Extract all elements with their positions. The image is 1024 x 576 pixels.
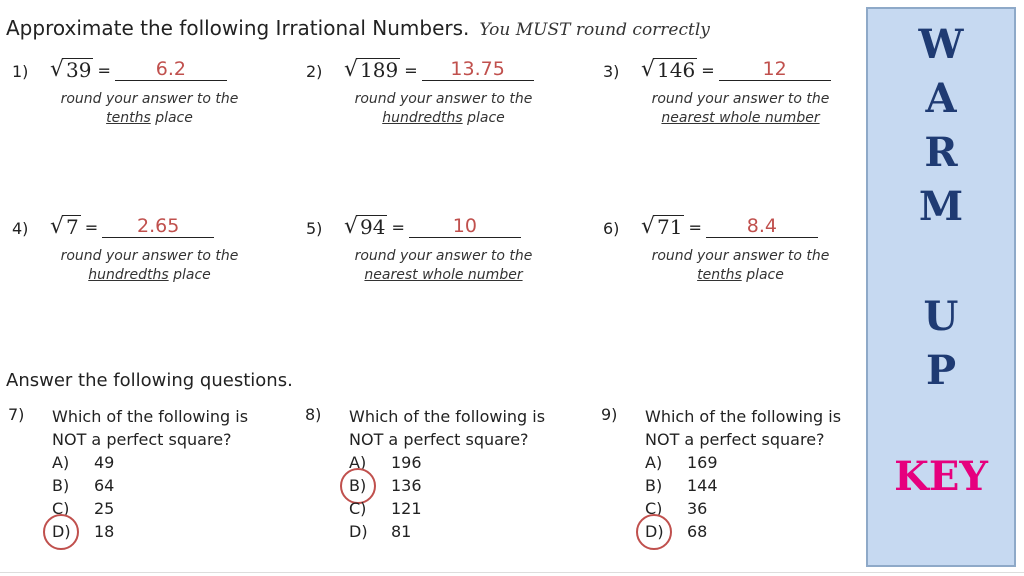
worksheet-title bbox=[6, 16, 710, 40]
option-letter: D) bbox=[349, 522, 368, 541]
problem-3 bbox=[603, 56, 893, 136]
radical-sign: √ bbox=[344, 57, 359, 82]
option-a bbox=[52, 451, 114, 474]
option-d bbox=[349, 520, 422, 543]
instruction-suffix: place bbox=[462, 110, 505, 126]
option-value: 121 bbox=[391, 499, 422, 518]
answer-circle bbox=[43, 514, 79, 550]
instruction-suffix: place bbox=[741, 267, 784, 283]
options bbox=[52, 451, 114, 543]
sidebar-letter-p: P bbox=[925, 347, 957, 394]
instruction bbox=[623, 90, 858, 128]
problem-6 bbox=[603, 213, 893, 293]
bottom-divider bbox=[0, 572, 1024, 573]
option-letter: A) bbox=[645, 453, 663, 472]
option-d bbox=[645, 520, 718, 543]
option-letter: C) bbox=[645, 499, 663, 518]
question-line-1: Which of the following is bbox=[349, 407, 546, 426]
instruction-suffix: place bbox=[168, 267, 211, 283]
option-value: 49 bbox=[94, 453, 115, 472]
instruction-place: hundredths bbox=[382, 110, 463, 126]
question-line-2: NOT a perfect square? bbox=[52, 430, 232, 449]
instruction-line: round your answer to the bbox=[651, 248, 830, 264]
title-text: Approximate the following Irrational Numbers. bbox=[6, 16, 470, 40]
answer: 12 bbox=[719, 58, 831, 81]
sidebar-letter-u: U bbox=[923, 293, 959, 340]
problem-number: 5) bbox=[306, 219, 323, 238]
warm-up-sidebar bbox=[866, 7, 1016, 567]
sidebar-letter-r: R bbox=[924, 129, 958, 176]
instruction-line: round your answer to the bbox=[354, 91, 533, 107]
option-letter: D) bbox=[645, 522, 664, 541]
instruction-place: nearest whole number bbox=[364, 267, 523, 283]
question-text bbox=[645, 405, 841, 451]
instruction-place: tenths bbox=[106, 110, 151, 126]
option-letter: B) bbox=[645, 476, 663, 495]
radical-sign: √ bbox=[641, 57, 656, 82]
expression bbox=[344, 56, 534, 84]
option-value: 144 bbox=[687, 476, 718, 495]
instruction-line: round your answer to the bbox=[651, 91, 830, 107]
expression bbox=[641, 56, 831, 84]
option-letter: A) bbox=[52, 453, 70, 472]
expression bbox=[641, 213, 818, 241]
problem-1 bbox=[12, 56, 302, 136]
option-letter: B) bbox=[52, 476, 70, 495]
problem-2 bbox=[306, 56, 596, 136]
option-a bbox=[645, 451, 718, 474]
answer: 10 bbox=[409, 215, 521, 238]
option-value: 81 bbox=[391, 522, 412, 541]
option-b bbox=[52, 474, 114, 497]
instruction-suffix: place bbox=[150, 110, 193, 126]
expression bbox=[50, 213, 214, 241]
radicand: 94 bbox=[360, 215, 386, 239]
instruction-line: round your answer to the bbox=[354, 248, 533, 264]
instruction-place: nearest whole number bbox=[661, 110, 820, 126]
option-c bbox=[349, 497, 422, 520]
sidebar-letter-w: W bbox=[918, 21, 964, 68]
equals-sign: = bbox=[404, 61, 418, 80]
radicand: 189 bbox=[360, 58, 399, 82]
answer: 6.2 bbox=[115, 58, 227, 81]
radical-sign: √ bbox=[50, 214, 65, 239]
radical-sign: √ bbox=[50, 57, 65, 82]
radical-sign: √ bbox=[344, 214, 359, 239]
equals-sign: = bbox=[97, 61, 111, 80]
question-number: 9) bbox=[601, 405, 618, 424]
question-number: 8) bbox=[305, 405, 322, 424]
option-value: 36 bbox=[687, 499, 708, 518]
question-text bbox=[52, 405, 248, 451]
problem-4 bbox=[12, 213, 302, 293]
sidebar-letter-m: M bbox=[918, 183, 964, 230]
instruction bbox=[32, 247, 267, 285]
option-letter: D) bbox=[52, 522, 71, 541]
equals-sign: = bbox=[688, 218, 702, 237]
radicand: 146 bbox=[657, 58, 696, 82]
section-title: Answer the following questions. bbox=[6, 370, 293, 391]
radicand: 39 bbox=[66, 58, 92, 82]
instruction bbox=[623, 247, 858, 285]
option-letter: C) bbox=[349, 499, 367, 518]
expression bbox=[344, 213, 521, 241]
problem-number: 6) bbox=[603, 219, 620, 238]
answer-key-label: KEY bbox=[894, 453, 988, 500]
problem-number: 3) bbox=[603, 62, 620, 81]
option-value: 64 bbox=[94, 476, 115, 495]
question-line-2: NOT a perfect square? bbox=[645, 430, 825, 449]
answer: 8.4 bbox=[706, 215, 818, 238]
question-line-1: Which of the following is bbox=[52, 407, 249, 426]
option-letter: C) bbox=[52, 499, 70, 518]
option-d bbox=[52, 520, 114, 543]
problem-number: 1) bbox=[12, 62, 29, 81]
option-letter: B) bbox=[349, 476, 367, 495]
radicand: 71 bbox=[657, 215, 683, 239]
round-note: You MUST round correctly bbox=[479, 20, 710, 40]
question-text bbox=[349, 405, 545, 451]
option-b bbox=[349, 474, 422, 497]
instruction-line: round your answer to the bbox=[60, 91, 239, 107]
instruction-line: round your answer to the bbox=[60, 248, 239, 264]
radical-sign: √ bbox=[641, 214, 656, 239]
option-value: 18 bbox=[94, 522, 115, 541]
problem-number: 2) bbox=[306, 62, 323, 81]
problem-5 bbox=[306, 213, 596, 293]
option-b bbox=[645, 474, 718, 497]
equals-sign: = bbox=[701, 61, 715, 80]
instruction bbox=[32, 90, 267, 128]
expression bbox=[50, 56, 227, 84]
sidebar-letter-a: A bbox=[925, 75, 957, 122]
option-value: 169 bbox=[687, 453, 718, 472]
instruction bbox=[326, 90, 561, 128]
equals-sign: = bbox=[84, 218, 99, 237]
option-letter: A) bbox=[349, 453, 367, 472]
equals-sign: = bbox=[391, 218, 405, 237]
option-value: 136 bbox=[391, 476, 422, 495]
option-value: 25 bbox=[94, 499, 115, 518]
problem-number: 4) bbox=[12, 219, 29, 238]
instruction-place: tenths bbox=[697, 267, 742, 283]
question-number: 7) bbox=[8, 405, 25, 424]
answer: 13.75 bbox=[422, 58, 534, 81]
option-value: 68 bbox=[687, 522, 708, 541]
options bbox=[349, 451, 422, 543]
instruction-place: hundredths bbox=[88, 267, 169, 283]
options bbox=[645, 451, 718, 543]
question-line-1: Which of the following is bbox=[645, 407, 842, 426]
radicand: 7 bbox=[66, 215, 79, 239]
answer: 2.65 bbox=[102, 215, 214, 238]
answer-circle bbox=[636, 514, 672, 550]
option-value: 196 bbox=[391, 453, 422, 472]
instruction bbox=[326, 247, 561, 285]
question-line-2: NOT a perfect square? bbox=[349, 430, 529, 449]
